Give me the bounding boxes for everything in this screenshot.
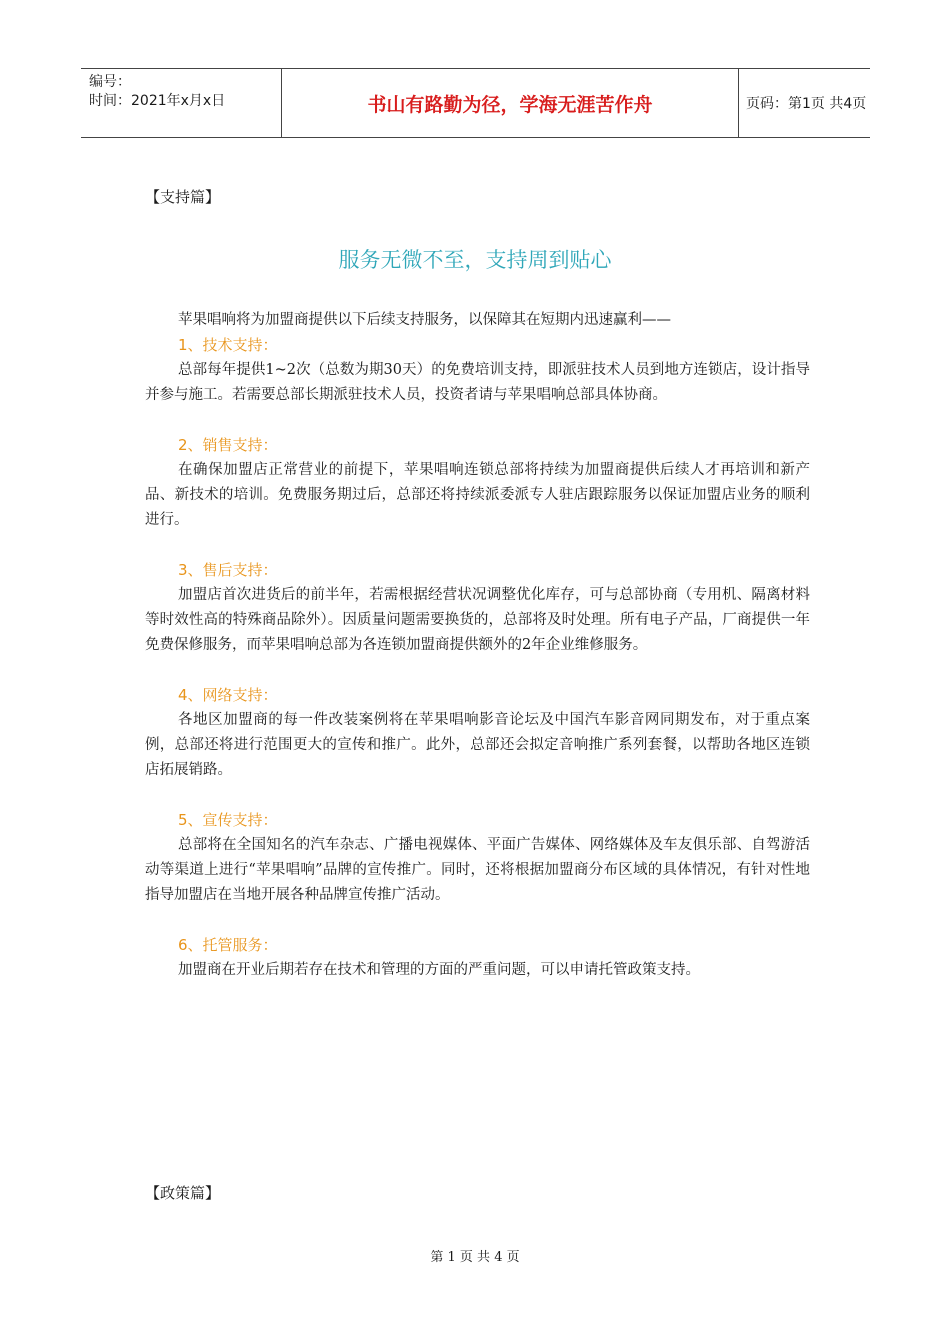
page-footer: 第 1 页 共 4 页 — [430, 1250, 520, 1265]
header-table — [81, 68, 870, 138]
section-body-sales: 在确保加盟店正常营业的前提下，苹果唱响连锁总部将持续为加盟商提供后续人才再培训和新产品、新技术的培训。免费服务期过后，总部还将持续派委派专人驻店跟踪服务以保证加盟店业务的顺利进行。 — [145, 462, 810, 528]
support-section-label: 【支持篇】 — [145, 188, 221, 206]
header-info-cell — [81, 69, 281, 137]
header-page-number: 页码：第1页 共4页 — [746, 96, 867, 112]
document-body — [145, 308, 810, 983]
document-date-label: 时间：2021年x月x日 — [89, 93, 226, 109]
section-heading-after-sales: 3、售后支持： — [178, 561, 278, 579]
section-body-network: 各地区加盟商的每一件改装案例将在苹果唱响影音论坛及中国汽车影音网同期发布，对于重点案例，总部还将进行范围更大的宣传和推广。此外，总部还会拟定音响推广系列套餐，以帮助各地区连锁店拓展销路。 — [145, 712, 810, 778]
document-number-label: 编号： — [89, 74, 131, 90]
document-title: 服务无微不至，支持周到贴心 — [338, 248, 612, 272]
header-motto: 书山有路勤为径，学海无涯苦作舟 — [281, 69, 739, 137]
section-heading-trusteeship: 6、托管服务： — [178, 936, 278, 954]
section-body-technical: 总部每年提供1~2次（总数为期30天）的免费培训支持，即派驻技术人员到地方连锁店，设计指导并参与施工。若需要总部长期派驻技术人员，投资者请与苹果唱响总部具体协商。 — [145, 362, 810, 403]
policy-section-label: 【政策篇】 — [145, 1184, 221, 1202]
section-body-trusteeship: 加盟商在开业后期若存在技术和管理的方面的严重问题，可以申请托管政策支持。 — [178, 962, 700, 978]
section-body-promotion: 总部将在全国知名的汽车杂志、广播电视媒体、平面广告媒体、网络媒体及车友俱乐部、自驾游活动等渠道上进行“苹果唱响”品牌的宣传推广。同时，还将根据加盟商分布区域的具体情况，有针对性地指导加盟店在当地开展各种品牌宣传推广活动。 — [145, 837, 810, 903]
section-heading-promotion: 5、宣传支持： — [178, 811, 278, 829]
section-body-after-sales: 加盟店首次进货后的前半年，若需根据经营状况调整优化库存，可与总部协商（专用机、隔离材料等时效性高的特殊商品除外）。因质量问题需要换货的，总部将及时处理。所有电子产品，厂商提供一年免费保修服务，而苹果唱响总部为各连锁加盟商提供额外的2年企业维修服务。 — [145, 587, 810, 653]
section-heading-sales: 2、销售支持： — [178, 436, 278, 454]
intro-paragraph: 苹果唱响将为加盟商提供以下后续支持服务，以保障其在短期内迅速赢利—— — [178, 312, 671, 328]
section-heading-technical: 1、技术支持： — [178, 336, 278, 354]
section-heading-network: 4、网络支持： — [178, 686, 278, 704]
